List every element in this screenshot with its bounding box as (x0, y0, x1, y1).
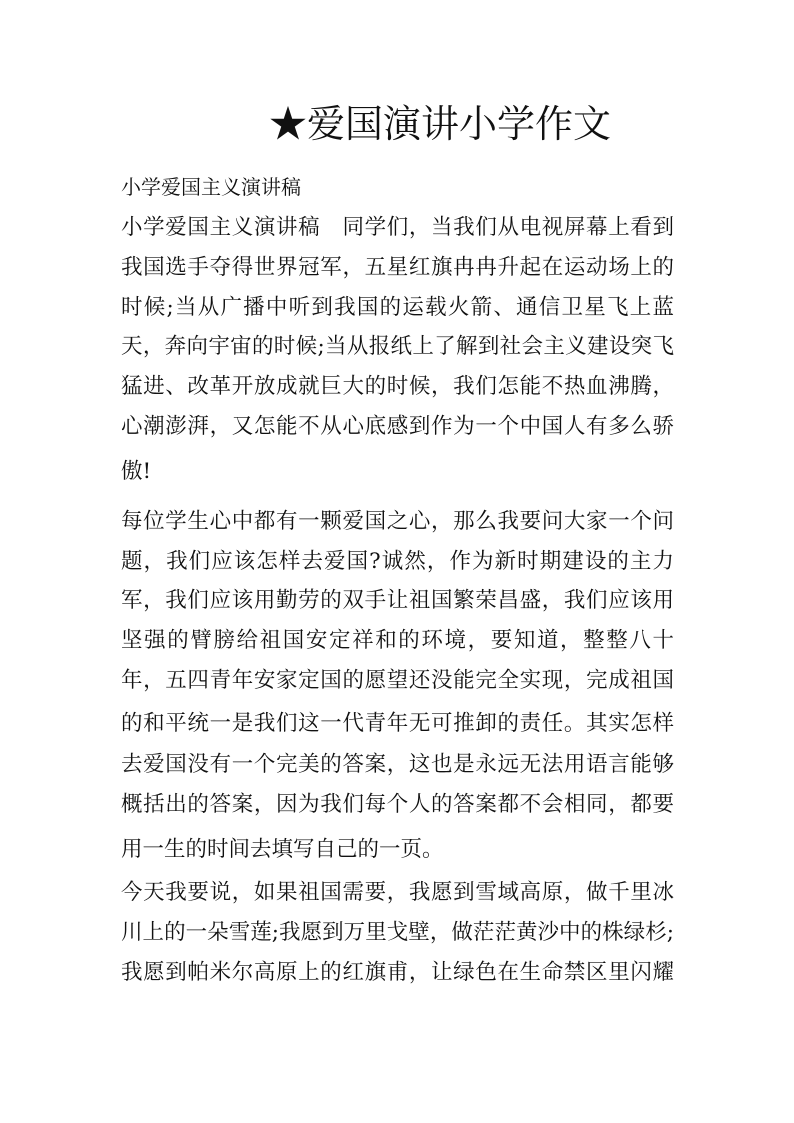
text-line: 的和平统一是我们这一代青年无可推卸的责任。其实怎样 (121, 711, 674, 736)
text-line: 天，奔向宇宙的时候;当从报纸上了解到社会主义建设突飞 (121, 334, 674, 359)
document-title: ★爱国演讲小学作文 (268, 102, 611, 146)
document-subtitle: 小学爱国主义演讲稿 (121, 175, 301, 199)
text-line: 川上的一朵雪莲;我愿到万里戈壁，做茫茫黄沙中的株绿杉; (121, 920, 674, 945)
text-line: 我愿到帕米尔高原上的红旗甫，让绿色在生命禁区里闪耀 (121, 960, 674, 985)
text-line: 去爱国没有一个完美的答案，这也是永远无法用语言能够 (121, 752, 674, 777)
text-line: 心潮澎湃，又怎能不从心底感到作为一个中国人有多么骄 (121, 414, 674, 439)
text-line: 军，我们应该用勤劳的双手让祖国繁荣昌盛，我们应该用 (121, 588, 674, 613)
text-line: 坚强的臂膀给祖国安定祥和的环境，要知道，整整八十 (121, 628, 674, 653)
text-line: 时候;当从广播中听到我国的运载火箭、通信卫星飞上蓝 (121, 295, 674, 320)
text-line: 今天我要说，如果祖国需要，我愿到雪域高原，做千里冰 (121, 880, 674, 905)
text-line: 用一生的时间去填写自己的一页。 (121, 837, 444, 862)
text-line: 猛进、改革开放成就巨大的时候，我们怎能不热血沸腾， (121, 374, 674, 399)
text-line: 每位学生心中都有一颗爱国之心，那么我要问大家一个问 (121, 509, 674, 534)
text-line: 概括出的答案，因为我们每个人的答案都不会相同，都要 (121, 792, 674, 817)
text-line: 年，五四青年安家定国的愿望还没能完全实现，完成祖国 (121, 668, 674, 693)
text-line: 傲! (121, 459, 152, 484)
text-line: 题，我们应该怎样去爱国?诚然，作为新时期建设的主力 (121, 549, 674, 574)
text-line: 小学爱国主义演讲稿 同学们，当我们从电视屏幕上看到 (121, 215, 674, 240)
text-line: 我国选手夺得世界冠军，五星红旗冉冉升起在运动场上的 (121, 255, 674, 280)
